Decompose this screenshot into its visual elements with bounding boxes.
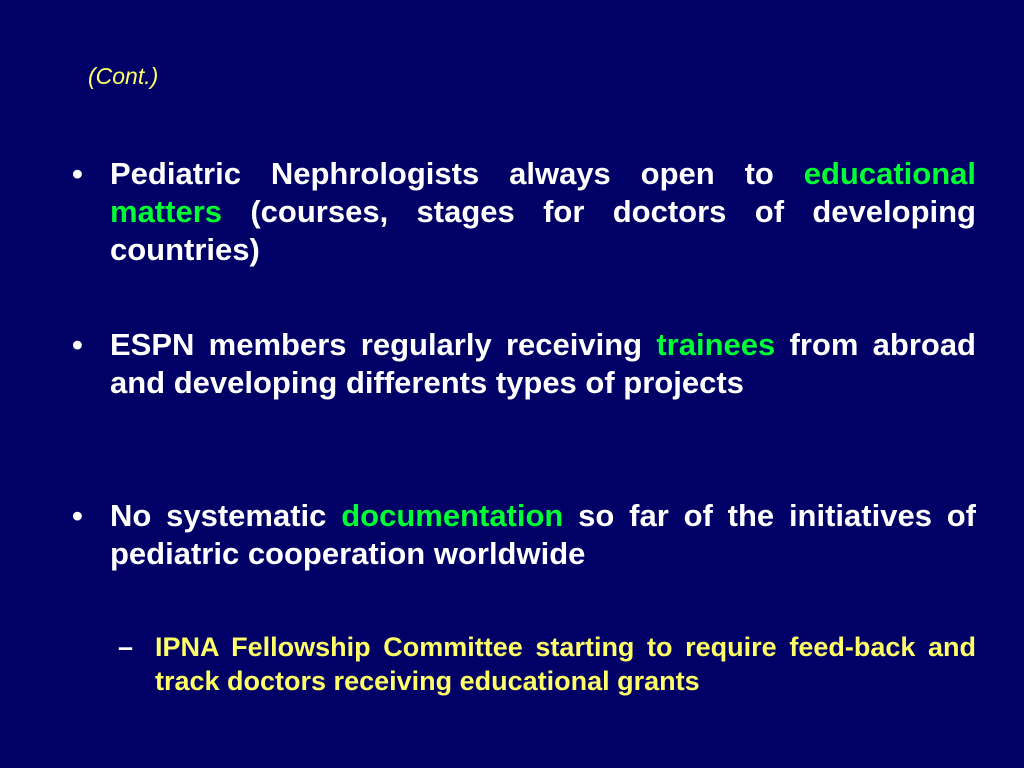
bullet-text: [110, 497, 976, 573]
bullet-text-after: (courses, stages for doctors of developing countries): [110, 194, 976, 267]
bullet-highlight: documentation: [341, 498, 564, 533]
bullet-marker: •: [72, 498, 83, 533]
bullet-text-before: ESPN members regularly receiving: [110, 327, 657, 362]
bullet-item: [72, 155, 976, 269]
continuation-label: (Cont.): [88, 63, 159, 89]
sub-bullet-item: [118, 630, 976, 698]
sub-bullet-marker: –: [118, 632, 134, 662]
bullet-highlight: trainees: [656, 327, 776, 362]
bullet-text-before: Pediatric Nephrologists always open to: [110, 156, 804, 191]
bullet-text-after: from abroad and developing differents types of projects: [110, 327, 976, 400]
bullet-highlight: educational matters: [110, 156, 976, 229]
sub-bullet-text: IPNA Fellowship Committee starting to require feed-back and track doctors receiving educational grants: [155, 632, 976, 696]
bullet-item: [72, 497, 976, 573]
bullet-text-after: so far of the initiatives of pediatric cooperation worldwide: [110, 498, 976, 571]
bullet-text-before: No systematic: [110, 498, 342, 533]
bullet-marker: •: [72, 327, 83, 362]
bullet-item: [72, 326, 976, 402]
bullet-marker: •: [72, 156, 83, 191]
bullet-text: [110, 155, 976, 269]
bullet-text: [110, 326, 976, 402]
